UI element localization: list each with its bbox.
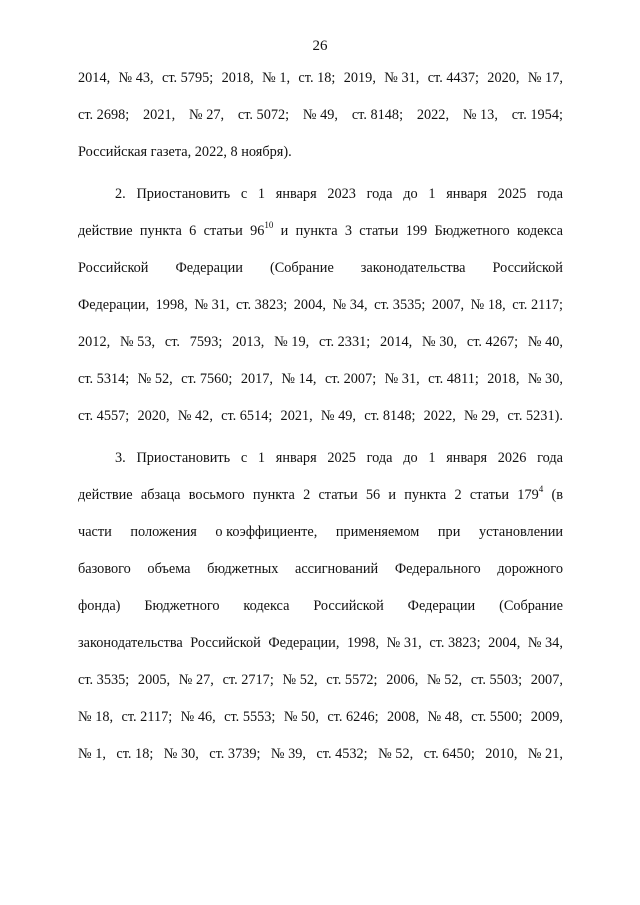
text-word: до <box>403 186 418 202</box>
text-word: ст. 5500; <box>471 709 523 725</box>
text-word: № 30, <box>163 746 199 762</box>
text-word: № 29, <box>464 408 500 424</box>
text-word: 6 <box>189 223 197 239</box>
text-word: положения <box>130 524 197 540</box>
text-word: Федерации <box>407 598 476 614</box>
text-word: ст. 5072; <box>237 107 290 123</box>
text-content: Российская газета, 2022, 8 ноября). <box>78 144 292 160</box>
text-word: января <box>275 186 317 202</box>
text-line <box>78 176 563 213</box>
text-word: 2022, <box>416 107 450 123</box>
text-line <box>78 134 563 171</box>
text-word: с <box>240 186 248 202</box>
text-word: ст. 3535; <box>78 672 130 688</box>
text-word: 1 <box>257 186 266 202</box>
text-word: 2022, <box>423 408 456 424</box>
text-word: действие <box>78 223 133 239</box>
text-word: кодекса <box>243 598 290 614</box>
text-word: 2021, <box>143 107 176 123</box>
text-word: № 31, <box>384 371 420 387</box>
text-word: года <box>537 186 563 202</box>
text-word: ст. 4437; <box>427 70 479 86</box>
text-word: № 52, <box>378 746 414 762</box>
text-word: 2007, <box>431 297 465 313</box>
text-line <box>78 398 563 435</box>
text-word: 2025 <box>497 186 527 202</box>
text-word: Федерации, <box>78 297 150 313</box>
text-word: № 27, <box>178 672 214 688</box>
text-word: ст. 3739; <box>209 746 261 762</box>
text-word: статьи <box>203 223 243 239</box>
text-word: января <box>446 186 488 202</box>
text-word: ст. 2007; <box>324 371 377 387</box>
text-word: и <box>280 223 289 239</box>
text-word: кодекса <box>516 223 563 239</box>
text-word: 1 <box>257 450 266 466</box>
text-word: 2004, <box>293 297 326 313</box>
text-word: действие <box>78 487 133 503</box>
text-word: ст. 4532; <box>316 746 368 762</box>
text-word: 2026 <box>497 450 527 466</box>
text-word: до <box>403 450 418 466</box>
text-word: ст. 2717; <box>222 672 274 688</box>
text-word: 2020, <box>137 408 170 424</box>
text-word: № 52, <box>282 672 318 688</box>
text-word: дорожного <box>497 561 563 577</box>
text-word: Бюджетного <box>434 223 510 239</box>
page-number: 26 <box>312 38 328 54</box>
text-word: Приостановить <box>136 450 231 466</box>
text-word: ст. 6246; <box>327 709 379 725</box>
text-word: года <box>366 186 393 202</box>
text-word: ст. 3823; <box>236 297 288 313</box>
text-word: Федерации, <box>268 635 340 651</box>
text-word: 199 <box>405 223 428 239</box>
text-word: № 43, <box>118 70 154 86</box>
text-word: № 40, <box>527 334 563 350</box>
text-word: № 34, <box>332 297 368 313</box>
text-word: установлении <box>478 524 563 540</box>
text-word: января <box>275 450 317 466</box>
text-word: № 46, <box>180 709 216 725</box>
text-word: части <box>78 524 112 540</box>
text-word: 2009, <box>530 709 563 725</box>
text-word: № 31, <box>386 635 422 651</box>
text-line <box>78 287 563 324</box>
text-word: № 34, <box>527 635 563 651</box>
text-word: статьи <box>469 487 510 503</box>
text-word: 1998, <box>346 635 380 651</box>
text-line <box>78 250 563 287</box>
text-word: (Собрание <box>499 598 563 614</box>
text-word: ст. 5795; <box>161 70 214 86</box>
text-word: № 31, <box>194 297 230 313</box>
text-line <box>78 625 563 662</box>
text-word: Федерации <box>175 260 243 276</box>
text-word: Российской <box>78 260 149 276</box>
text-word: № 39, <box>270 746 306 762</box>
text-line <box>78 60 563 97</box>
text-word: 2023 <box>327 186 356 202</box>
text-word: 3 <box>344 223 352 239</box>
text-word: пункта <box>295 223 338 239</box>
text-word: ст. 3535; <box>374 297 426 313</box>
text-word: ст. 2698; <box>78 107 130 123</box>
text-word: ст. 8148; <box>351 107 404 123</box>
text-word: № 50, <box>283 709 319 725</box>
text-word: № 18, <box>470 297 506 313</box>
text-word: 2014, <box>380 334 413 350</box>
text-word: ст. 3823; <box>429 635 481 651</box>
text-line <box>78 514 563 551</box>
text-word: 2007, <box>530 672 563 688</box>
text-word: № 31, <box>384 70 420 86</box>
text-word: 2006, <box>386 672 419 688</box>
text-word: ст. 8148; <box>364 408 416 424</box>
text-word: объема <box>147 561 191 577</box>
text-word: ст. 4267; <box>466 334 519 350</box>
text-word: бюджетных <box>207 561 279 577</box>
text-word: 2. <box>115 186 126 202</box>
text-word: № 52, <box>427 672 463 688</box>
text-word: 2005, <box>137 672 171 688</box>
text-word: 7593; <box>189 334 223 350</box>
text-word: 179 <box>517 487 539 503</box>
text-word: 1 <box>428 450 436 466</box>
text-word: № 1, <box>78 746 106 762</box>
text-word: фонда) <box>78 598 121 614</box>
text-word: законодательства <box>360 260 466 276</box>
text-word: № 13, <box>462 107 498 123</box>
text-word: 56 <box>365 487 381 503</box>
text-word: 2025 <box>327 450 356 466</box>
text-word: 2017, <box>240 371 273 387</box>
text-word: 96 <box>250 223 265 239</box>
text-word: ст. 4557; <box>78 408 130 424</box>
text-line <box>78 213 563 250</box>
text-word-with-superscript <box>517 477 543 514</box>
text-word: 2018, <box>487 371 520 387</box>
text-word: 1998, <box>155 297 188 313</box>
text-word: ст. 1954; <box>511 107 563 123</box>
text-word: базового <box>78 561 131 577</box>
text-word: ст. 5553; <box>224 709 276 725</box>
text-word: 2018, <box>221 70 254 86</box>
text-line <box>78 97 563 134</box>
text-word: пункта <box>139 223 182 239</box>
text-word: пункта <box>252 487 295 503</box>
superscript: 10 <box>264 220 274 231</box>
text-word: № 17, <box>527 70 563 86</box>
text-word: восьмого <box>188 487 245 503</box>
text-word: Бюджетного <box>144 598 220 614</box>
text-word: Приостановить <box>136 186 231 202</box>
text-word: ст. 5314; <box>78 371 130 387</box>
text-word: ст. 7560; <box>181 371 233 387</box>
text-word: 2021, <box>280 408 313 424</box>
superscript: 4 <box>538 484 544 495</box>
text-word: № 30, <box>421 334 458 350</box>
text-word: № 49, <box>320 408 357 424</box>
text-word: статьи <box>318 487 358 503</box>
text-line <box>78 662 563 699</box>
text-word: при <box>437 524 461 540</box>
text-word: Федерального <box>394 561 481 577</box>
text-word: № 48, <box>427 709 463 725</box>
document-body <box>78 60 563 773</box>
text-word: 2013, <box>232 334 265 350</box>
text-word: 2012, <box>78 334 111 350</box>
text-word: 2 <box>303 487 311 503</box>
text-word: года <box>366 450 393 466</box>
text-word: статьи <box>359 223 399 239</box>
text-word: Российской <box>492 260 563 276</box>
text-line <box>78 551 563 588</box>
text-word: 1 <box>428 186 436 202</box>
text-word: января <box>446 450 488 466</box>
text-word: 3. <box>115 450 126 466</box>
text-word: 2004, <box>488 635 521 651</box>
text-word: Российской <box>190 635 261 651</box>
text-word: ст. 4811; <box>428 371 479 387</box>
text-word: № 21, <box>527 746 563 762</box>
text-line <box>78 361 563 398</box>
text-line <box>78 588 563 625</box>
text-word: ст. 5572; <box>326 672 378 688</box>
text-word: законодательства <box>78 635 183 651</box>
text-word: года <box>537 450 563 466</box>
text-word: ст. 5503; <box>470 672 523 688</box>
text-word: № 30, <box>527 371 563 387</box>
text-word: применяемом <box>335 524 420 540</box>
text-line <box>78 477 563 514</box>
text-word: 2010, <box>485 746 518 762</box>
text-word: Российской <box>313 598 384 614</box>
text-word: ст. <box>164 334 180 350</box>
text-word-with-superscript <box>250 213 273 250</box>
text-word: 2008, <box>386 709 420 725</box>
text-line <box>78 736 563 773</box>
text-word: № 53, <box>119 334 156 350</box>
text-word: 2020, <box>487 70 520 86</box>
text-word: ст. 6450; <box>423 746 475 762</box>
text-word: № 49, <box>302 107 339 123</box>
text-word: № 19, <box>274 334 310 350</box>
text-word: абзаца <box>140 487 181 503</box>
text-word: ассигнований <box>294 561 379 577</box>
text-line <box>78 699 563 736</box>
text-word: № 14, <box>281 371 317 387</box>
text-word: пункта <box>404 487 447 503</box>
text-word: № 1, <box>262 70 291 86</box>
text-word: и <box>388 487 397 503</box>
text-word: о коэффициенте, <box>215 524 318 540</box>
text-word: ст. 18; <box>116 746 154 762</box>
text-word: № 27, <box>189 107 225 123</box>
text-word: (Собрание <box>269 260 334 276</box>
text-word: 2014, <box>78 70 111 86</box>
text-word: ст. 2117; <box>512 297 563 313</box>
text-word: 2019, <box>343 70 376 86</box>
text-word: с <box>240 450 248 466</box>
text-line <box>78 324 563 361</box>
text-word: ст. 2117; <box>121 709 173 725</box>
text-word: № 42, <box>177 408 213 424</box>
text-line <box>78 440 563 477</box>
text-word: 2 <box>454 487 462 503</box>
text-word: ст. 5231). <box>507 408 563 424</box>
text-word: ст. 2331; <box>318 334 371 350</box>
text-word: ст. 18; <box>298 70 336 86</box>
text-word: ст. 6514; <box>221 408 273 424</box>
text-word: № 18, <box>78 709 114 725</box>
text-word: № 52, <box>137 371 173 387</box>
text-word: (в <box>551 487 563 503</box>
